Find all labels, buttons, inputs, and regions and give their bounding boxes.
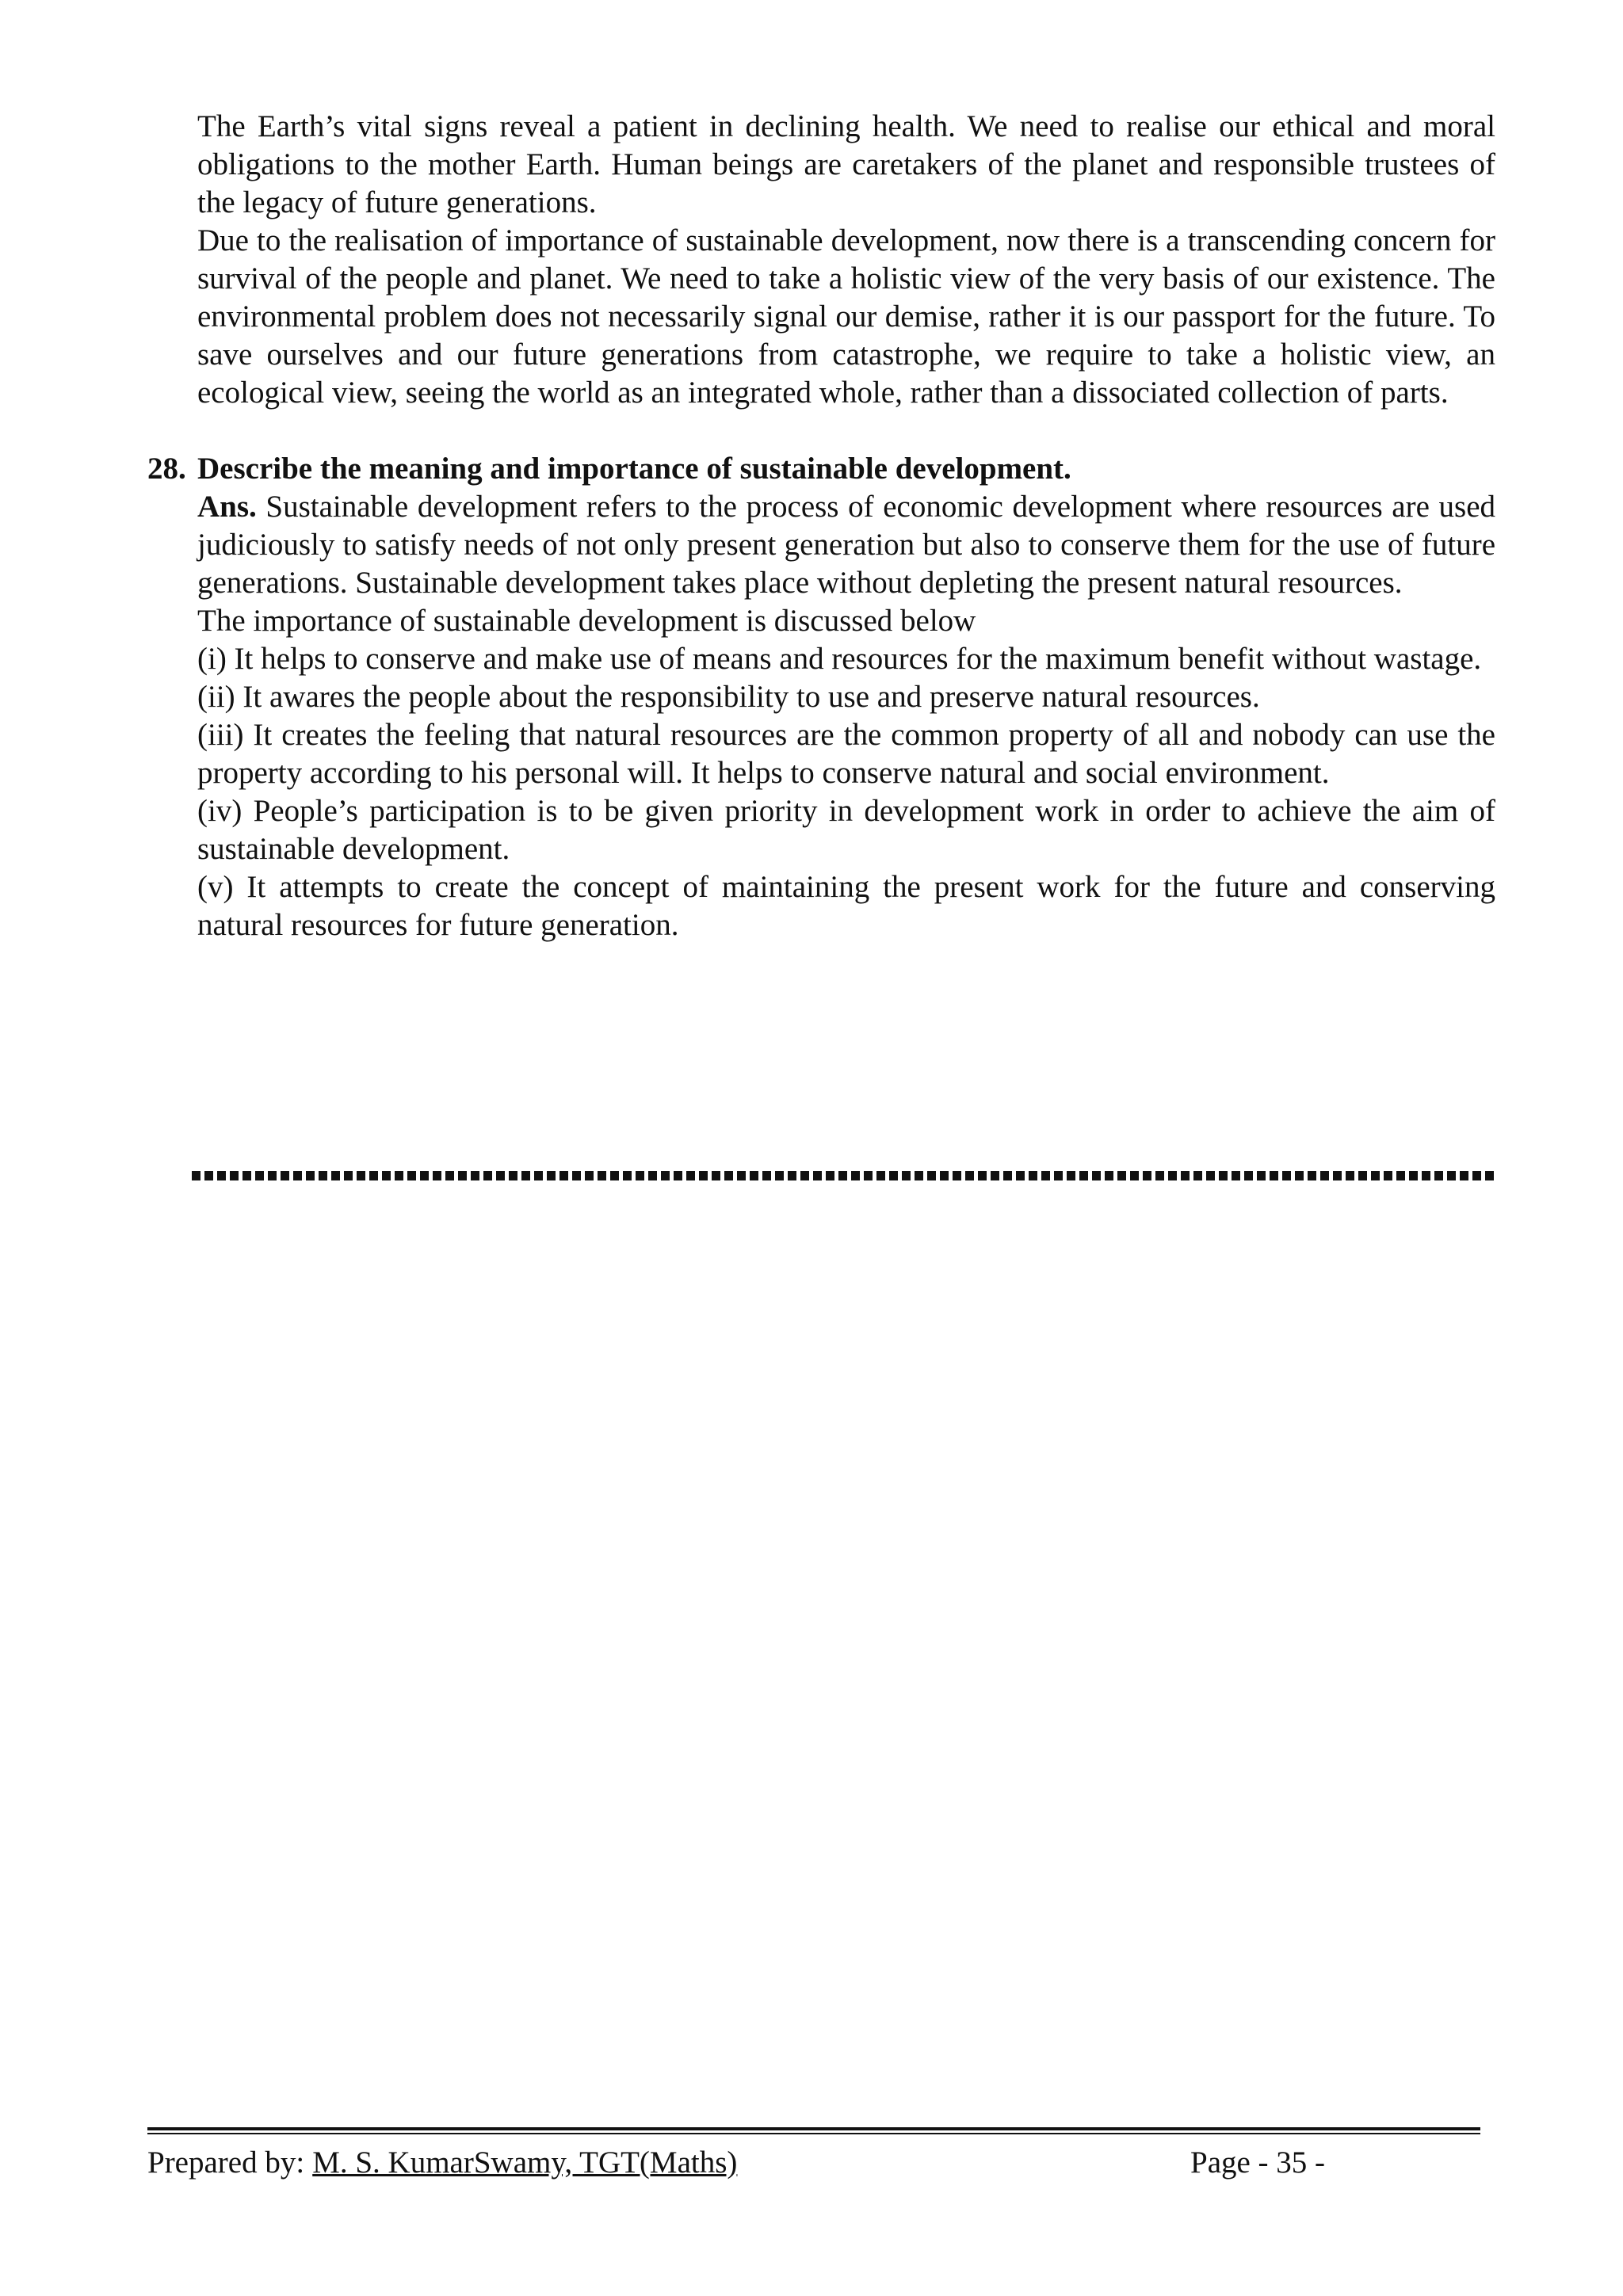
prepared-by-label: Prepared by: (147, 2145, 305, 2180)
intro-paragraph-1: The Earth’s vital signs reveal a patient in declining health. We need to realise our ethical and moral obligations to the mother Earth. Human beings are caretakers of the planet and responsible trustees of the legacy of future generations. (197, 109, 1495, 219)
question-heading (147, 450, 1495, 488)
dotted-separator (192, 1171, 1496, 1180)
footer-rule-thin (147, 2133, 1480, 2134)
author-name: M. S. KumarSwamy, TGT(Maths) (312, 2145, 738, 2180)
question-text: Describe the meaning and importance of sustainable development. (197, 452, 1071, 486)
page-number: Page - 35 - (1190, 2145, 1326, 2180)
answer-paragraph (197, 488, 1495, 602)
importance-point-2: (ii) It awares the people about the responsibility to use and preserve natural resources. (197, 680, 1260, 714)
answer-label: Ans. (197, 490, 257, 524)
importance-point-1: (i) It helps to conserve and make use of means and resources for the maximum benefit without wastage. (197, 642, 1482, 676)
importance-point-3: (iii) It creates the feeling that natural resources are the common property of all and nobody can use the property according to his personal will. It helps to conserve natural and social environment. (197, 718, 1495, 790)
page-content (147, 108, 1496, 944)
footer-rule (147, 2127, 1480, 2134)
answer-text: Sustainable development refers to the process of economic development where resources are used judiciously to satisfy needs of not only present generation but also to conserve them for the use of future generations. Sustainable development takes place without depleting the present natural resources. (197, 490, 1496, 600)
intro-paragraph-2: Due to the realisation of importance of sustainable development, now there is a transcending concern for survival of the people and planet. We need to take a holistic view of the very basis of our existence. The environmental problem does not necessarily signal our demise, rather it is our passport for the future. To save ourselves and our future generations from catastrophe, we require to take a holistic view, an ecological view, seeing the world as an integrated whole, rather than a dissociated collection of parts. (197, 223, 1495, 410)
importance-intro: The importance of sustainable development is discussed below (197, 604, 976, 638)
importance-point-5: (v) It attempts to create the concept of maintaining the present work for the future and conserving natural resources for future generation. (197, 870, 1495, 942)
importance-point-4: (iv) People’s participation is to be given priority in development work in order to achieve the aim of sustainable development. (197, 794, 1495, 866)
question-number: 28. (147, 452, 186, 486)
footer-credit (147, 2144, 1336, 2182)
